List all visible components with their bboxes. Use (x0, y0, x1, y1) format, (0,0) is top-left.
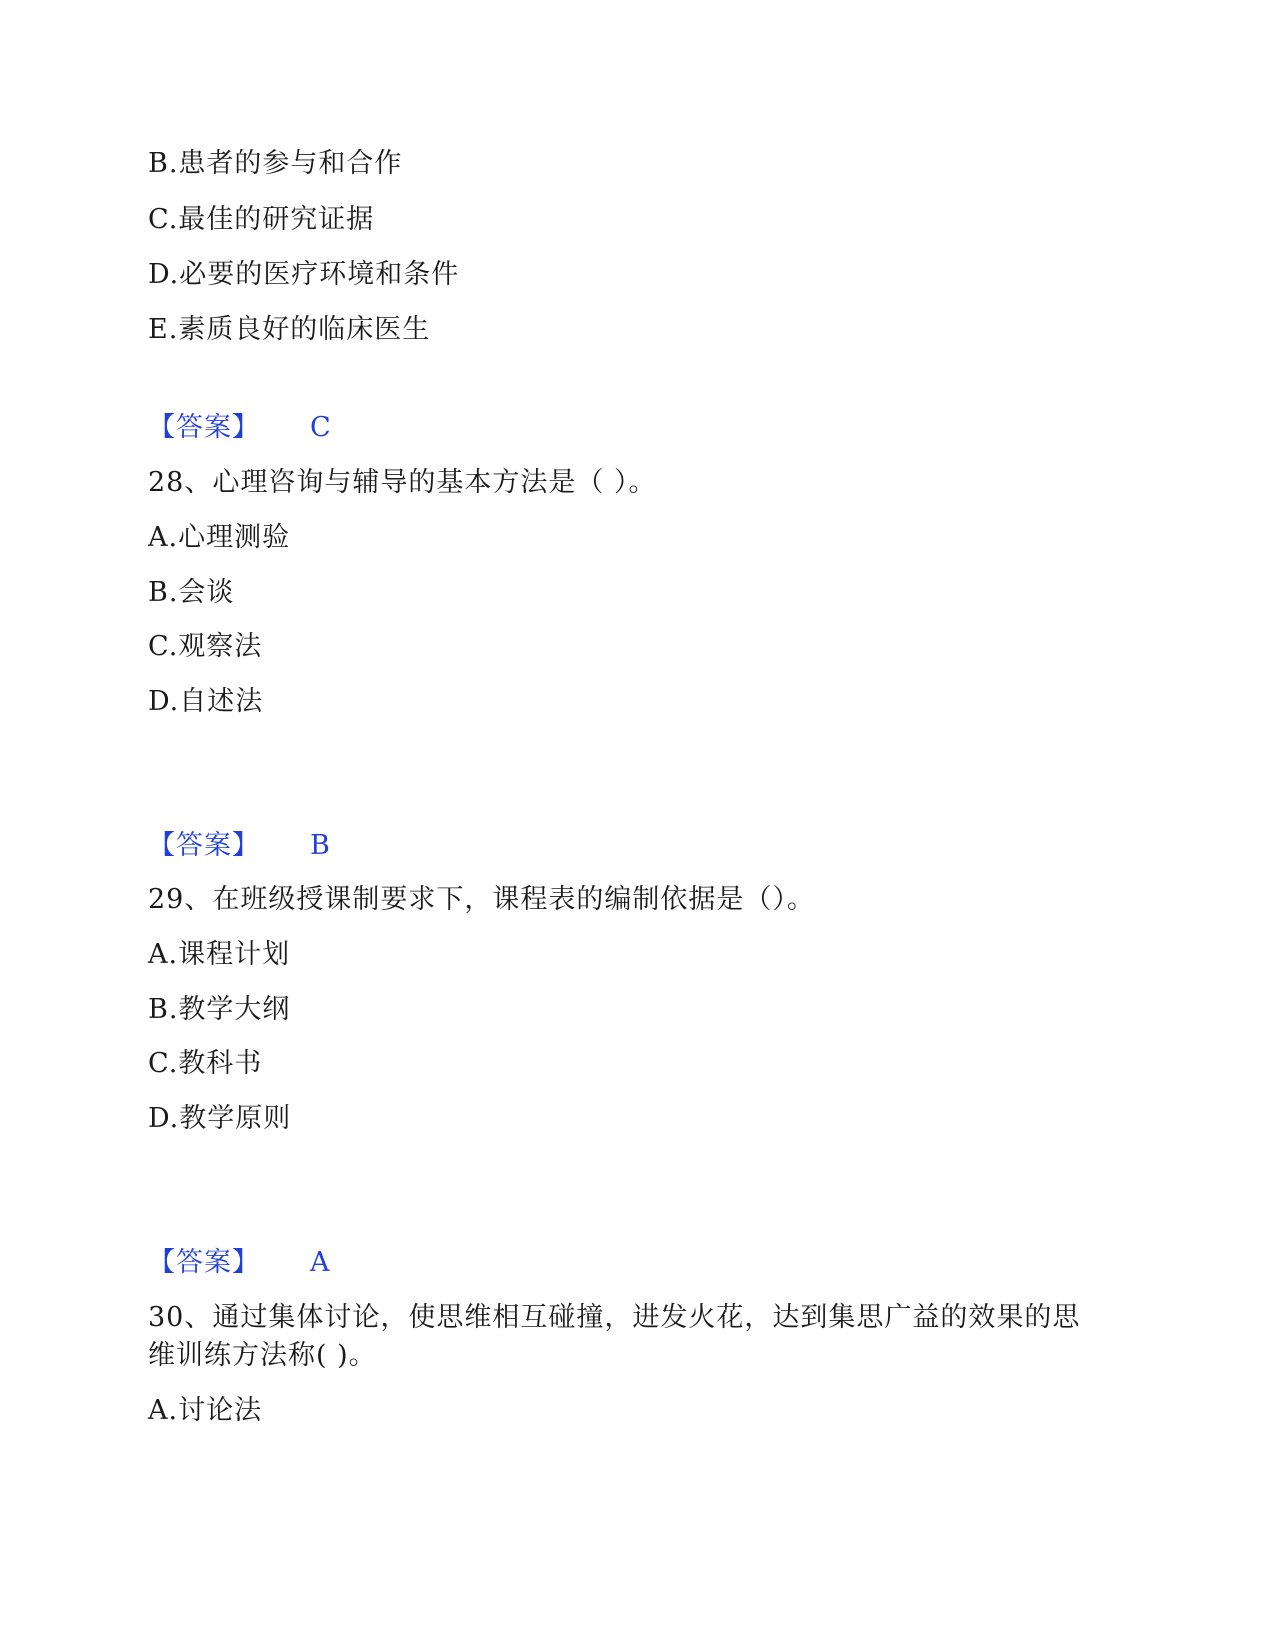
question-28: 28、心理咨询与辅导的基本方法是（ ）。 (148, 467, 657, 498)
q29-option-c: C.教科书 (148, 1048, 263, 1079)
q28-option-c: C.观察法 (148, 631, 263, 662)
answer-value: A (310, 1247, 331, 1278)
question-29: 29、在班级授课制要求下，课程表的编制依据是（）。 (148, 884, 815, 915)
question-30-line1: 30、通过集体讨论，使思维相互碰撞，进发火花，达到集思广益的效果的思 (148, 1302, 1081, 1333)
option-d: D.必要的医疗环境和条件 (148, 259, 460, 290)
q29-option-b: B.教学大纲 (148, 994, 291, 1025)
option-c: C.最佳的研究证据 (148, 204, 375, 235)
q28-option-b: B.会谈 (148, 577, 235, 608)
answer-value: B (310, 830, 331, 861)
option-e: E.素质良好的临床医生 (148, 314, 431, 345)
question-30-line2: 维训练方法称( )。 (148, 1340, 377, 1371)
q28-option-a: A.心理测验 (148, 522, 291, 553)
q29-option-d: D.教学原则 (148, 1103, 292, 1134)
answer-line (148, 828, 331, 864)
answer-label: 【答案】 (148, 1247, 260, 1278)
answer-label: 【答案】 (148, 412, 260, 443)
answer-line (148, 410, 332, 446)
option-b: B.患者的参与和合作 (148, 148, 403, 179)
q28-option-d: D.自述法 (148, 686, 264, 717)
answer-line (148, 1245, 331, 1281)
answer-label: 【答案】 (148, 830, 260, 861)
q29-option-a: A.课程计划 (148, 939, 291, 970)
q30-option-a: A.讨论法 (148, 1395, 263, 1426)
answer-value: C (310, 412, 332, 443)
